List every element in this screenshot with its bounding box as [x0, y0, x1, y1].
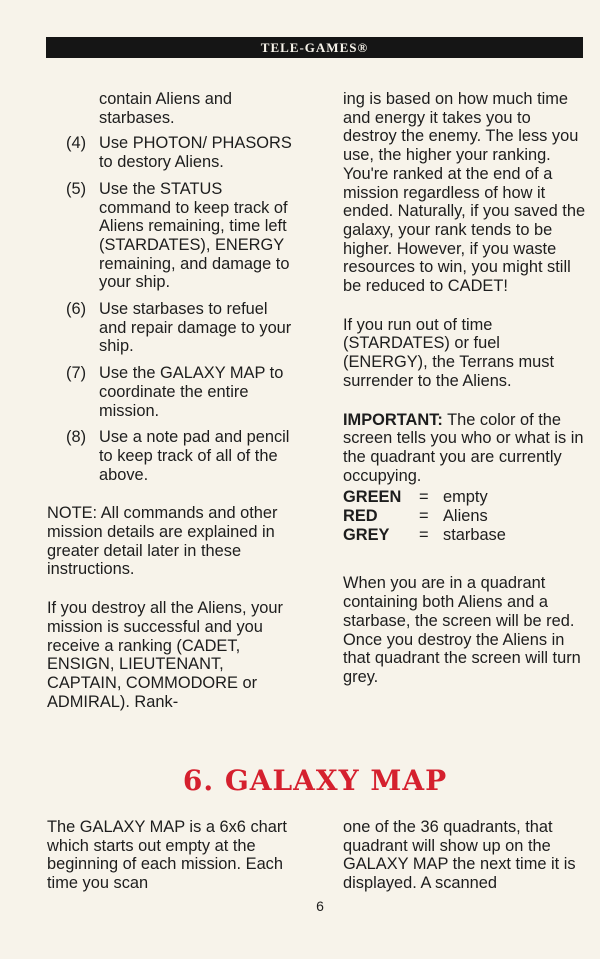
legend-meaning: Aliens: [443, 507, 488, 526]
ranking-continued-paragraph: ing is based on how much time and energy it takes you to destroy the enemy. The less you use, the higher your ranking. You're ranked at the end of a mission regardless of how it ended. Naturally, if you saved the galaxy, your rank tends to be higher. However, if you waste resources to win, you might still be reduced to CADET!: [343, 90, 586, 296]
list-item: [47, 428, 297, 484]
legend-equals: =: [419, 488, 429, 507]
legend-color: GREEN: [343, 488, 402, 507]
legend-row: [343, 526, 506, 545]
ranking-paragraph: If you destroy all the Aliens, your mission is successful and you receive a ranking (CADET, ENSIGN, LIEUTENANT, CAPTAIN, COMMODORE or ADMIRAL). Rank-: [47, 599, 283, 711]
legend-row: [343, 507, 506, 526]
list-number: (8): [66, 428, 87, 447]
galaxy-map-text-left: The GALAXY MAP is a 6x6 chart which starts out empty at the beginning of each mission. Each time you scan: [47, 818, 287, 893]
list-item: [47, 300, 297, 356]
surrender-paragraph: If you run out of time (STARDATES) or fuel (ENERGY), the Terrans must surrender to the Aliens.: [343, 315, 555, 390]
important-paragraph: [343, 411, 587, 486]
brand-label: TELE-GAMES®: [260, 40, 369, 55]
list-item: [47, 180, 297, 292]
legend-color: RED: [343, 507, 378, 526]
list-text: Use the GALAXY MAP to coordinate the entire mission.: [99, 364, 284, 420]
list-number: (6): [66, 300, 87, 319]
list-text: Use PHOTON/ PHASORS to destory Aliens.: [99, 134, 292, 172]
color-legend: [343, 488, 506, 544]
header-bar: [46, 37, 583, 58]
legend-equals: =: [419, 507, 429, 526]
list-number: (7): [66, 364, 87, 383]
legend-equals: =: [419, 525, 429, 544]
section-title: 6. GALAXY MAP: [182, 764, 448, 797]
note-text: All commands and other mission details are explained in greater detail later in these instructions.: [47, 504, 278, 579]
list-number: (4): [66, 134, 87, 153]
list-text: Use a note pad and pencil to keep track of all of the above.: [99, 428, 290, 484]
important-text: The color of the screen tells you who or what is in the quadrant you are currently occupying.: [343, 410, 584, 485]
important-label: IMPORTANT:: [343, 410, 443, 429]
note-label: NOTE:: [47, 504, 98, 523]
legend-meaning: empty: [443, 488, 488, 507]
list-text: Use the STATUS command to keep track of Aliens remaining, time left (STARDATES), ENERGY remaining, and damage to your ship.: [99, 179, 290, 292]
list-number: (5): [66, 179, 87, 198]
legend-row: [343, 488, 506, 507]
legend-meaning: starbase: [443, 525, 506, 544]
list-item: [47, 364, 297, 420]
list-text: Use starbases to refuel and repair damage to your ship.: [99, 300, 292, 356]
right-column: [343, 90, 587, 705]
left-column: [47, 90, 297, 729]
page-number: 6: [316, 898, 324, 914]
galaxy-map-text-right: one of the 36 quadrants, that quadrant will show up on the GALAXY MAP the next time it is displayed. A scanned: [343, 818, 576, 893]
continued-text: contain Aliens and starbases.: [99, 90, 233, 127]
list-item: [47, 134, 297, 171]
quadrant-paragraph: When you are in a quadrant containing both Aliens and a starbase, the screen will be red. Once you destroy the Aliens in that quadrant the screen will turn grey.: [343, 574, 581, 686]
note-paragraph: [47, 504, 297, 579]
legend-color: GREY: [343, 525, 390, 544]
